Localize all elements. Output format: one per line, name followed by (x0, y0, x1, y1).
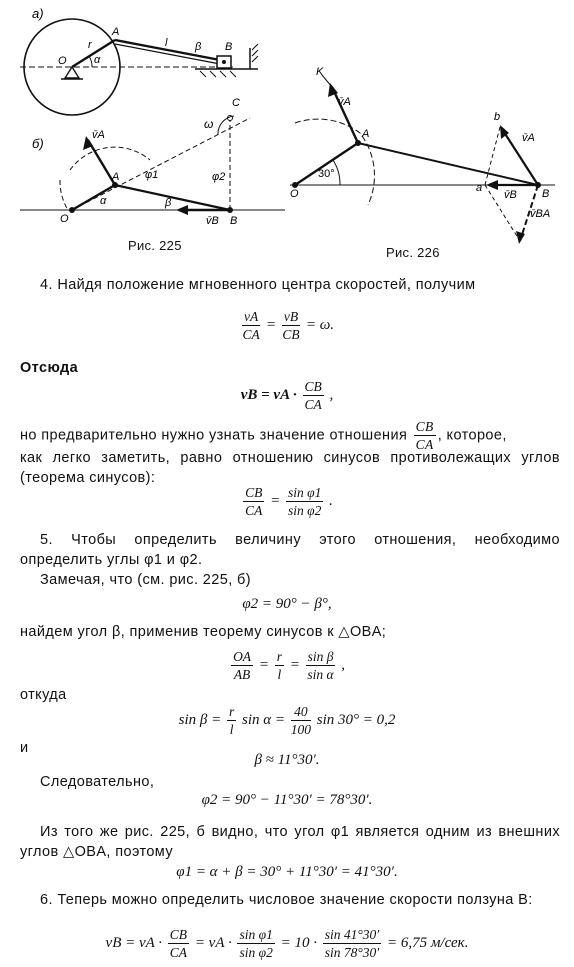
para-ratio-c: как легко заметить, равно отношению синусов противолежащих углов (теорема синусов): (20, 450, 560, 486)
label-o-b: O (60, 213, 69, 225)
frac-den: sin 78°30′ (324, 945, 380, 960)
para-5c: найдем угол β, применив теорему синусов к △OBA; (20, 624, 387, 640)
label-omega: ω (204, 117, 214, 131)
rod-ab-b (115, 185, 230, 210)
eq-sign: = (258, 657, 269, 673)
equation-9: φ1 = α + β = 30° + 11°30′ = 41°30′. (176, 864, 398, 880)
frac-den: sin φ2 (239, 945, 273, 960)
figure-226 (290, 5, 565, 245)
frac-va-ca (242, 308, 260, 343)
ratio-text-b: , которое, (437, 427, 507, 444)
equation-1 (0, 308, 574, 343)
arc-b (70, 147, 150, 170)
frac-num: sin φ1 (288, 485, 322, 500)
vector-va-b (88, 140, 115, 185)
eq6-tail: sin 30° = 0,2 (316, 712, 396, 728)
vector-vb-b-head (176, 205, 188, 215)
eq-sign: = (270, 493, 281, 509)
eq10-lhs: vB = vA · (105, 935, 163, 951)
frac-den: AB (233, 667, 251, 682)
label-alpha-b: α (100, 195, 107, 207)
label-l: l (165, 37, 168, 49)
label-b-a: B (225, 41, 233, 53)
caption-226: Рис. 226 (386, 245, 440, 260)
frac-num: sin β (307, 649, 334, 664)
label-beta-a: β (195, 41, 202, 53)
label-va-226: v̄A (338, 96, 351, 108)
eq6-mid: sin α = (241, 712, 285, 728)
point-b-226 (535, 182, 541, 188)
label-va2: v̄A (522, 132, 535, 144)
frac-den: CA (245, 503, 263, 518)
para-6: 6. Теперь можно определить числовое значение скорости ползуна B: (40, 892, 533, 908)
label-b-small: b (494, 111, 501, 123)
arc-b-left (60, 180, 68, 210)
label-vb-226: v̄B (504, 189, 517, 201)
fig225-part-b-label: б) (32, 136, 44, 151)
frac-sin-beta (306, 648, 336, 683)
eq-tail: = ω. (305, 317, 335, 333)
ratio-text-a: но предварительно нужно узнать значение отношения (20, 427, 408, 444)
frac-num: vA (243, 309, 259, 324)
label-vba: v̄BA (530, 208, 551, 220)
frac-cb-ca-3 (168, 926, 189, 961)
frac-den: CA (304, 397, 322, 412)
label-phi1: φ1 (145, 169, 159, 181)
eq6-lhs: sin β = (178, 712, 222, 728)
frac-num: sin φ1 (239, 927, 273, 942)
rod-ab (115, 40, 220, 60)
frac-cb-ca (303, 378, 324, 413)
label-vb-b: v̄B (206, 215, 219, 227)
para-4: 4. Найдя положение мгновенного центра скоростей, получим (40, 277, 476, 293)
frac-den: sin α (307, 667, 334, 682)
frac-sin-phi-2 (237, 926, 274, 961)
crank-oa-b (72, 185, 115, 210)
label-beta-b: β (165, 197, 172, 209)
frac-den: sin φ2 (288, 503, 322, 518)
eq-sign: = (289, 657, 300, 673)
frac-den: CB (282, 327, 300, 342)
eq2-lhs: vB = vA · (240, 387, 297, 403)
label-va-b: v̄A (92, 129, 105, 141)
label-k: K (316, 66, 324, 78)
frac-sin-phi (286, 484, 323, 519)
frac-num: OA (233, 649, 252, 664)
label-c: C (232, 97, 240, 109)
otkuda: откуда (20, 687, 67, 703)
frac-den: CA (169, 945, 188, 960)
frac-sin-values (323, 926, 381, 961)
frac-den: CA (242, 327, 260, 342)
frac-num: r (276, 649, 282, 664)
otsyuda: Отсюда (20, 360, 79, 376)
equation-8: φ2 = 90° − 11°30′ = 78°30′. (201, 792, 373, 808)
frac-num: sin 41°30′ (324, 927, 380, 942)
figure-225 (20, 0, 290, 240)
label-b-b: B (230, 215, 238, 227)
eq10-m1: = vA · (194, 935, 232, 951)
angle-alpha-a (89, 56, 92, 67)
vector-vba-head (516, 231, 525, 244)
fig225-part-a-label: а) (32, 6, 44, 21)
label-30: 30° (318, 168, 335, 180)
eq-tail: , (341, 657, 345, 673)
frac-den: CA (415, 437, 434, 452)
rod-ab-2 (115, 44, 220, 64)
frac-den: l (229, 722, 234, 737)
frac-r-l-2 (227, 703, 236, 738)
slider-pin (222, 60, 226, 64)
frac-den: 100 (290, 722, 311, 737)
label-a-a: A (112, 26, 120, 38)
frac-40-100 (291, 703, 311, 738)
label-b-226: B (542, 188, 550, 200)
frac-num: vB (283, 309, 299, 324)
label-o-a: O (58, 55, 67, 67)
frac-num: CB (304, 379, 322, 394)
frac-num: CB (415, 419, 434, 434)
label-a-226: A (362, 128, 370, 140)
frac-num: CB (169, 927, 188, 942)
label-r: r (88, 39, 92, 51)
frac-cb-ca-2 (243, 484, 264, 519)
frac-oa-ab (231, 648, 253, 683)
frac-num: 40 (291, 703, 311, 721)
label-a-small: a (476, 182, 483, 194)
eq-tail: , (329, 387, 334, 403)
eq10-m2: = 10 · (280, 935, 317, 951)
equation-10 (0, 926, 574, 961)
eq-tail: . (329, 493, 333, 509)
pivot-o-a (65, 67, 79, 78)
para-5b: Замечая, что (см. рис. 225, б) (40, 572, 251, 588)
equation-4: φ2 = 90° − β°, (242, 596, 332, 612)
equation-2 (0, 378, 574, 413)
frac-r-l (275, 648, 284, 683)
eq-sign: = (265, 317, 277, 333)
label-a-b: A (112, 171, 120, 183)
frac-den: l (277, 667, 282, 682)
frac-num: r (228, 704, 235, 719)
para-5: 5. Чтобы определить величину этого отношения, необходимо определить углы φ1 и φ2. (20, 532, 560, 568)
para-5d: Из того же рис. 225, б видно, что угол φ1 является одним из внешних углов △OBA, поэтому (20, 824, 560, 860)
point-o-b (69, 207, 75, 213)
frac-vb-cb (282, 308, 300, 343)
eq10-tail: = 6,75 м/сек. (386, 935, 469, 951)
sledovatelno: Следовательно, (40, 774, 155, 790)
label-phi2: φ2 (212, 171, 226, 183)
label-o-226: O (290, 188, 299, 200)
point-b-b (227, 207, 233, 213)
conj-i: и (20, 740, 29, 756)
caption-225: Рис. 225 (128, 238, 182, 253)
equation-3 (0, 484, 574, 519)
vector-vb-226-head (486, 180, 498, 190)
equation-7: β ≈ 11°30′. (254, 752, 320, 768)
point-a-226 (355, 140, 361, 146)
rod-ab-226 (358, 143, 538, 185)
frac-num: CB (245, 485, 263, 500)
equation-6 (0, 703, 574, 738)
label-alpha-a: α (94, 54, 101, 66)
line-k (322, 75, 332, 87)
equation-5 (0, 648, 574, 683)
